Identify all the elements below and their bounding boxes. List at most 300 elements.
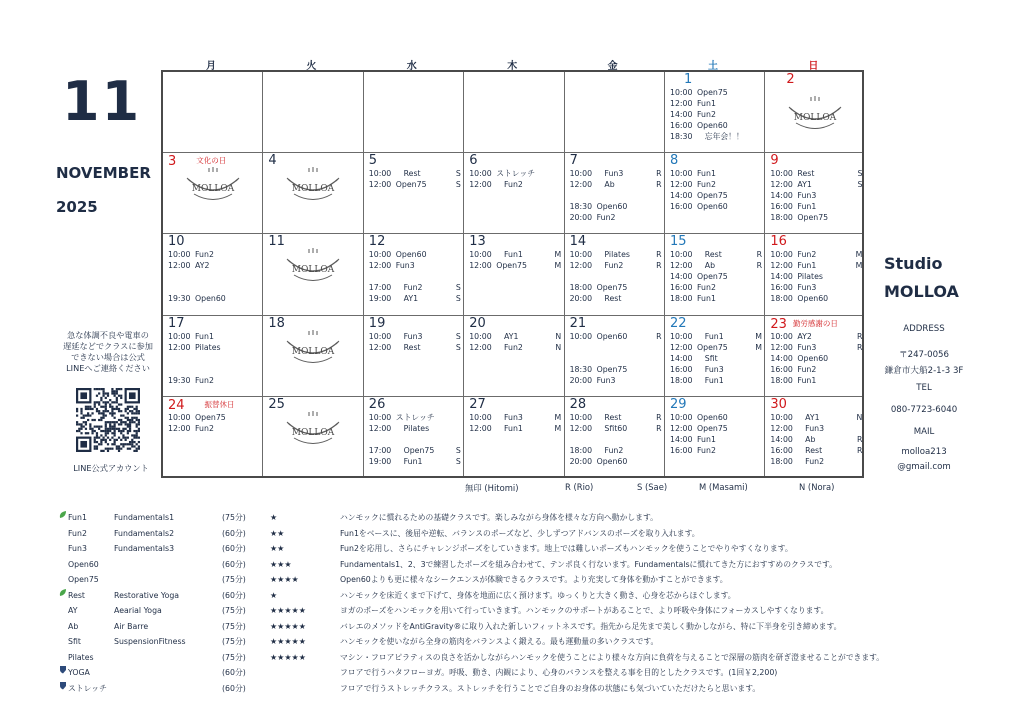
entry-time: 10:00: [469, 169, 492, 179]
entry-instructor: [752, 364, 762, 375]
entry-class: Open60: [596, 202, 628, 212]
schedule-entry[interactable]: [570, 364, 662, 375]
entry-instructor: [852, 353, 862, 364]
entry-time: [168, 271, 195, 282]
mail-domain[interactable]: @gmail.com: [897, 462, 951, 472]
entry-class: AY1: [797, 180, 812, 190]
schedule-entry[interactable]: [570, 282, 662, 293]
entry-class: Open75: [496, 261, 527, 271]
schedule-entry[interactable]: [770, 353, 862, 364]
entry-class: Fun3: [395, 331, 423, 341]
entry-class: Open60: [596, 331, 628, 341]
legend-code: Rest: [68, 590, 85, 600]
schedule-entry[interactable]: [469, 423, 561, 434]
entry-instructor: [752, 353, 762, 364]
mail-user[interactable]: molloa213: [901, 447, 947, 457]
entry-class: Open60: [596, 456, 628, 466]
legend-dur: (60分): [222, 528, 246, 538]
entry-instructor: [752, 109, 762, 120]
entry-time: 18:00: [770, 294, 793, 304]
entry-time: [168, 353, 195, 364]
calendar-day-cell[interactable]: [765, 72, 865, 153]
entry-time: 16:00: [670, 202, 693, 212]
schedule-entry[interactable]: [670, 364, 762, 375]
entry-instructor: [752, 445, 762, 456]
calendar-day-cell[interactable]: [464, 153, 564, 234]
legend-desc: Fun1をベースに、後屈や逆転、バランスのポーズなど、少しずつアドバンスのポーズを取り入れます。: [340, 528, 700, 538]
day-number: 21: [569, 315, 587, 331]
entry-instructor: M: [554, 250, 562, 260]
calendar-day-cell[interactable]: [565, 397, 665, 478]
entry-instructor: [652, 353, 662, 364]
schedule-entry[interactable]: [770, 342, 862, 353]
entry-time: 17:00: [368, 283, 392, 293]
schedule-entry[interactable]: [770, 445, 862, 456]
calendar-day-cell[interactable]: [765, 153, 865, 234]
entry-instructor: R: [856, 445, 863, 455]
calendar-day-cell[interactable]: [765, 234, 865, 315]
legend-desc: フロアで行うハタフローヨガ。呼吸、動き、内観により、心身のバランスを整える事を目的としたクラスです。(1回￥2,200): [340, 668, 778, 677]
schedule-entry[interactable]: [770, 271, 862, 282]
entry-class: Fun1: [797, 261, 817, 271]
calendar-day-cell[interactable]: [263, 397, 363, 478]
schedule-entry[interactable]: [670, 131, 762, 142]
instructor-rio: R (Rio): [565, 482, 594, 492]
legend-row: [58, 526, 1018, 542]
legend-code: ストレッチ: [68, 683, 107, 693]
calendar-day-cell[interactable]: [464, 397, 564, 478]
schedule-entry[interactable]: [168, 249, 260, 260]
calendar-day-cell[interactable]: [263, 153, 363, 234]
legend-row: [58, 681, 1018, 697]
entry-class: Fun3: [797, 342, 817, 352]
schedule-entry[interactable]: [670, 375, 762, 386]
entry-class: Fun2: [596, 445, 624, 455]
entry-class: Open75: [596, 283, 628, 293]
schedule-entry: [570, 271, 662, 282]
legend-dur: (60分): [222, 590, 246, 600]
entry-instructor: [852, 293, 862, 304]
schedule-entry[interactable]: [570, 423, 662, 434]
entry-time: 10:00: [670, 331, 693, 341]
entry-instructor: R: [656, 180, 662, 190]
schedule-entry[interactable]: [670, 109, 762, 120]
schedule-entry[interactable]: [570, 201, 662, 212]
schedule-entry[interactable]: [670, 201, 762, 212]
schedule-entry[interactable]: [770, 456, 862, 467]
entry-class: Pilates: [395, 423, 430, 433]
entry-class: [597, 342, 652, 353]
schedule-entry[interactable]: [369, 179, 461, 190]
entry-instructor: N: [856, 412, 863, 422]
legend-desc: ハンモックに慣れるための基礎クラスです。楽しみながら身体を様々な方向へ動かします。: [340, 513, 658, 522]
entry-time: 10:00: [469, 412, 492, 422]
entry-class: Sfit: [697, 353, 718, 363]
schedule-entry[interactable]: [670, 87, 762, 98]
schedule-entry[interactable]: [770, 293, 862, 304]
calendar-day-cell[interactable]: [163, 153, 263, 234]
calendar-day-cell: [263, 72, 363, 153]
entry-time: 12:00: [368, 342, 392, 352]
entry-class: Fun2: [395, 283, 423, 293]
entry-instructor: [250, 353, 260, 364]
legend-code: Open75: [68, 575, 99, 584]
logo-text: MOLLOA: [191, 184, 235, 195]
entry-class: Open75: [195, 412, 226, 422]
qr-code-icon[interactable]: [76, 388, 140, 452]
day-number: 26: [368, 396, 386, 412]
entry-class: Open60: [697, 202, 728, 212]
entry-instructor: [752, 423, 762, 434]
entry-class: Ab: [596, 180, 615, 190]
calendar-day-cell[interactable]: [163, 234, 263, 315]
calendar-day-cell[interactable]: [665, 72, 765, 153]
schedule-entry[interactable]: [469, 342, 561, 353]
day-number: 4: [268, 153, 277, 169]
calendar-day-cell[interactable]: [665, 316, 765, 397]
entry-instructor: [752, 179, 762, 190]
logo-text: MOLLOA: [794, 113, 837, 123]
entry-instructor: [852, 190, 862, 201]
entry-instructor: R: [656, 423, 662, 433]
entry-time: 16:00: [770, 445, 793, 455]
schedule-entry[interactable]: [469, 260, 561, 271]
schedule-entry[interactable]: [670, 282, 762, 293]
entry-time: 10:00: [368, 412, 392, 422]
legend-desc: マシン・フロアピラティスの良さを活かしながらハンモックを使うことにより様々な方向に負荷を与えることで深層の筋肉を研ぎ澄ませることができます。: [340, 652, 885, 662]
entry-instructor: M: [755, 331, 762, 341]
calendar-day-cell[interactable]: [364, 153, 464, 234]
year: 2025: [56, 198, 98, 216]
entry-class: [597, 434, 652, 445]
day-number: 15: [670, 234, 687, 250]
weekday-label: 月: [206, 61, 216, 72]
schedule-entry[interactable]: [369, 445, 461, 456]
day-number: 18: [268, 315, 285, 331]
logo-text: MOLLOA: [292, 265, 335, 276]
entry-class: Open60: [697, 121, 728, 130]
schedule-entry[interactable]: [369, 282, 461, 293]
schedule-entry[interactable]: [570, 375, 662, 386]
schedule-entry[interactable]: [570, 456, 662, 467]
entry-time: 10:00: [770, 412, 793, 422]
entry-class: Fun1: [195, 331, 214, 341]
legend-desc: ハンモックを使いながら全身の筋肉をバランスよく鍛える。最も運動量の多いクラスです。: [340, 637, 659, 646]
legend-stars: ★★: [270, 528, 285, 538]
entry-instructor: [652, 271, 662, 282]
entry-class: Open75: [697, 191, 728, 201]
entry-instructor: [652, 190, 662, 201]
molloa-logo-icon: [282, 411, 344, 451]
entry-time: 12:00: [469, 180, 492, 190]
entry-instructor: S: [857, 169, 863, 179]
calendar-day-cell[interactable]: [665, 234, 765, 315]
entry-class: Fun2: [195, 423, 214, 433]
entry-time: 18:30: [569, 202, 593, 212]
entry-instructor: [451, 423, 461, 434]
day-number: 6: [469, 153, 478, 169]
line-account-label: LINE公式アカウント: [73, 463, 149, 473]
schedule-entry: [369, 434, 461, 445]
entry-instructor: M: [755, 342, 762, 352]
entry-time: 14:00: [770, 434, 793, 444]
entry-instructor: S: [455, 294, 461, 304]
notice-line: 急な体調不良や電車の: [67, 330, 149, 340]
entry-time: [570, 271, 597, 282]
entry-instructor: M: [855, 261, 863, 271]
calendar-day-cell[interactable]: [163, 397, 263, 478]
legend-row: [58, 650, 1018, 666]
schedule-entry[interactable]: [369, 423, 461, 434]
entry-time: 12:00: [368, 423, 392, 433]
entry-instructor: [752, 271, 762, 282]
legend-code: YOGA: [68, 668, 90, 677]
entry-class: Rest: [797, 445, 823, 455]
legend-dur: (75分): [222, 637, 246, 646]
entry-time: 18:00: [670, 375, 693, 385]
schedule-entry[interactable]: [770, 364, 862, 375]
day-number: 16: [770, 234, 787, 250]
schedule-entry[interactable]: [570, 445, 662, 456]
entry-class: [597, 190, 652, 201]
entry-class: Fun3: [596, 169, 624, 179]
calendar-day-cell[interactable]: [565, 316, 665, 397]
calendar-day-cell[interactable]: [765, 316, 865, 397]
schedule-entry[interactable]: [570, 249, 662, 260]
schedule-entry[interactable]: [670, 445, 762, 456]
schedule-entry[interactable]: [670, 331, 762, 342]
schedule-entry[interactable]: [570, 212, 662, 223]
schedule-entry[interactable]: [369, 342, 461, 353]
entry-instructor: [752, 131, 762, 142]
entry-instructor: [451, 412, 461, 423]
notice-line: 遅延などでクラスに参加: [63, 341, 153, 351]
schedule-entry[interactable]: [168, 260, 260, 271]
entry-time: 16:00: [770, 364, 793, 374]
entry-time: 12:00: [670, 99, 693, 108]
legend-desc: ハンモックを床近くまで下げて、身体を地面に広く預けます。ゆっくりと大きく動き、心身を芯からほぐします。: [340, 590, 736, 600]
legend-row: [58, 665, 1018, 681]
schedule-entry[interactable]: [770, 375, 862, 386]
weekday-label: 土: [708, 61, 718, 72]
entry-class: AY1: [797, 412, 820, 422]
legend-code: Pilates: [68, 652, 94, 662]
entry-time: 16:00: [670, 121, 693, 130]
holiday-name: 振替休日: [204, 399, 235, 409]
schedule-entry[interactable]: [168, 293, 260, 304]
entry-time: 18:30: [569, 364, 593, 374]
entry-time: 12:00: [368, 180, 392, 190]
legend-code: AY: [68, 606, 78, 615]
schedule-entry[interactable]: [770, 412, 862, 423]
schedule-entry[interactable]: [369, 331, 461, 342]
schedule-entry[interactable]: [670, 293, 762, 304]
schedule-entry: [168, 364, 260, 375]
postal-code: 〒247-0056: [899, 350, 949, 360]
entry-class: ストレッチ: [496, 169, 536, 179]
schedule-entry[interactable]: [770, 434, 862, 445]
calendar-day-cell[interactable]: [665, 397, 765, 478]
instructor-sae: S (Sae): [637, 482, 668, 492]
schedule-entry[interactable]: [168, 375, 260, 386]
calendar-day-cell[interactable]: [364, 316, 464, 397]
schedule-entry[interactable]: [168, 331, 260, 342]
schedule-entry[interactable]: [770, 249, 862, 260]
entry-time: 12:00: [670, 180, 693, 190]
schedule-entry[interactable]: [670, 423, 762, 434]
schedule-entry[interactable]: [670, 434, 762, 445]
entry-instructor: [250, 249, 260, 260]
entry-instructor: [250, 375, 260, 386]
schedule-entry[interactable]: [369, 456, 461, 467]
legend-dur: (75分): [222, 513, 246, 522]
schedule-entry[interactable]: [770, 282, 862, 293]
entry-class: Pilates: [195, 342, 221, 352]
entry-time: 10:00: [469, 331, 492, 341]
legend-code: Fun1: [68, 513, 87, 522]
schedule-entry[interactable]: [670, 271, 762, 282]
legend-dur: (75分): [222, 606, 246, 615]
schedule-entry[interactable]: [469, 249, 561, 260]
calendar-day-cell[interactable]: [765, 397, 865, 478]
entry-instructor: [652, 293, 662, 304]
calendar-day-cell[interactable]: [364, 397, 464, 478]
entry-class: Fun3: [797, 423, 825, 433]
schedule-entry[interactable]: [570, 412, 662, 423]
schedule-entry[interactable]: [670, 98, 762, 109]
calendar-day-cell[interactable]: [364, 234, 464, 315]
schedule-entry[interactable]: [670, 412, 762, 423]
schedule-entry[interactable]: [369, 249, 461, 260]
schedule-entry[interactable]: [469, 412, 561, 423]
entry-instructor: M: [554, 412, 562, 422]
notice-line: できない場合は公式: [71, 352, 145, 362]
day-number: 17: [168, 315, 185, 331]
entry-class: [396, 434, 451, 445]
entry-class: Fun2: [496, 342, 523, 352]
notice-line: LINEへご連絡ください: [66, 363, 150, 373]
entry-class: Fun2: [697, 445, 716, 455]
legend-code: Sfit: [68, 637, 81, 646]
schedule-entry[interactable]: [670, 260, 762, 271]
legend-stars: ★★★★★: [270, 606, 306, 615]
entry-class: AY2: [797, 331, 812, 341]
schedule-entry[interactable]: [670, 168, 762, 179]
molloa-logo-icon: [784, 96, 846, 136]
entry-instructor: [250, 412, 260, 423]
schedule-entry[interactable]: [369, 293, 461, 304]
month-number: 11: [62, 70, 142, 133]
instructor-masami: M (Masami): [699, 482, 748, 492]
entry-instructor: [652, 212, 662, 223]
entry-class: Fun1: [697, 169, 716, 179]
schedule-entry[interactable]: [570, 331, 662, 342]
calendar-day-cell[interactable]: [464, 316, 564, 397]
calendar-day-cell[interactable]: [464, 234, 564, 315]
schedule-entry[interactable]: [369, 168, 461, 179]
schedule-entry[interactable]: [770, 423, 862, 434]
entry-time: 12:00: [770, 342, 793, 352]
calendar-day-cell[interactable]: [565, 234, 665, 315]
schedule-entry[interactable]: [670, 120, 762, 131]
calendar-day-cell[interactable]: [163, 316, 263, 397]
studio-line1: Studio: [884, 254, 943, 273]
legend-desc: Fun2を応用し、さらにチャレンジポーズをしていきます。地上では難しいポーズもハンモックを使うことでやりやすくなります。: [340, 544, 793, 553]
schedule-entry[interactable]: [770, 190, 862, 201]
schedule-entry[interactable]: [770, 201, 862, 212]
tel-label: TEL: [916, 383, 932, 393]
entry-instructor: N: [555, 331, 562, 341]
schedule-entry[interactable]: [770, 168, 862, 179]
schedule-entry[interactable]: [168, 342, 260, 353]
schedule-entry[interactable]: [570, 179, 662, 190]
calendar-day-cell[interactable]: [565, 153, 665, 234]
schedule-entry[interactable]: [369, 260, 461, 271]
entry-time: 14:00: [770, 353, 793, 363]
calendar-day-cell[interactable]: [263, 234, 363, 315]
entry-class: Pilates: [797, 272, 823, 282]
calendar-day-cell: [364, 72, 464, 153]
day-number: 19: [368, 315, 386, 331]
entry-time: 10:00: [368, 250, 392, 260]
schedule-entry[interactable]: [770, 212, 862, 223]
entry-time: 12:00: [469, 261, 492, 271]
schedule-entry[interactable]: [168, 412, 260, 423]
tel-number[interactable]: 080-7723-6040: [890, 405, 958, 415]
holiday-name: 勤労感謝の日: [792, 318, 838, 328]
entry-class: Fun2: [797, 364, 817, 374]
entry-class: Pilates: [596, 250, 630, 260]
entry-instructor: [451, 260, 461, 271]
day-number: 30: [770, 396, 787, 412]
schedule-entry: [570, 342, 662, 353]
schedule-entry[interactable]: [369, 412, 461, 423]
schedule-entry[interactable]: [770, 331, 862, 342]
schedule-entry[interactable]: [469, 331, 561, 342]
entry-instructor: M: [855, 250, 863, 260]
weekday-label: 水: [406, 61, 417, 72]
day-number: 14: [569, 234, 587, 250]
schedule-entry[interactable]: [670, 342, 762, 353]
schedule-entry[interactable]: [670, 249, 762, 260]
schedule-entry[interactable]: [570, 293, 662, 304]
entry-time: [369, 271, 396, 282]
schedule-entry[interactable]: [570, 260, 662, 271]
schedule-entry[interactable]: [469, 179, 561, 190]
entry-time: 18:30: [670, 132, 693, 141]
schedule-entry[interactable]: [770, 179, 862, 190]
schedule-entry[interactable]: [770, 260, 862, 271]
calendar-day-cell[interactable]: [263, 316, 363, 397]
calendar-day-cell[interactable]: [665, 153, 765, 234]
entry-time: [369, 434, 396, 445]
entry-time: 19:30: [168, 375, 191, 385]
schedule-entry[interactable]: [469, 168, 561, 179]
entry-time: 10:00: [368, 169, 392, 179]
entry-class: [195, 364, 250, 375]
molloa-logo-icon: [282, 248, 344, 288]
legend-dur: (75分): [222, 652, 246, 662]
schedule-entry[interactable]: [670, 179, 762, 190]
weekday-label: 日: [808, 61, 819, 72]
schedule-entry[interactable]: [670, 190, 762, 201]
schedule-entry[interactable]: [670, 353, 762, 364]
schedule-entry[interactable]: [570, 168, 662, 179]
entry-instructor: [250, 282, 260, 293]
calendar-grid: [161, 70, 864, 478]
legend-dur: (75分): [222, 575, 246, 584]
schedule-entry[interactable]: [168, 423, 260, 434]
